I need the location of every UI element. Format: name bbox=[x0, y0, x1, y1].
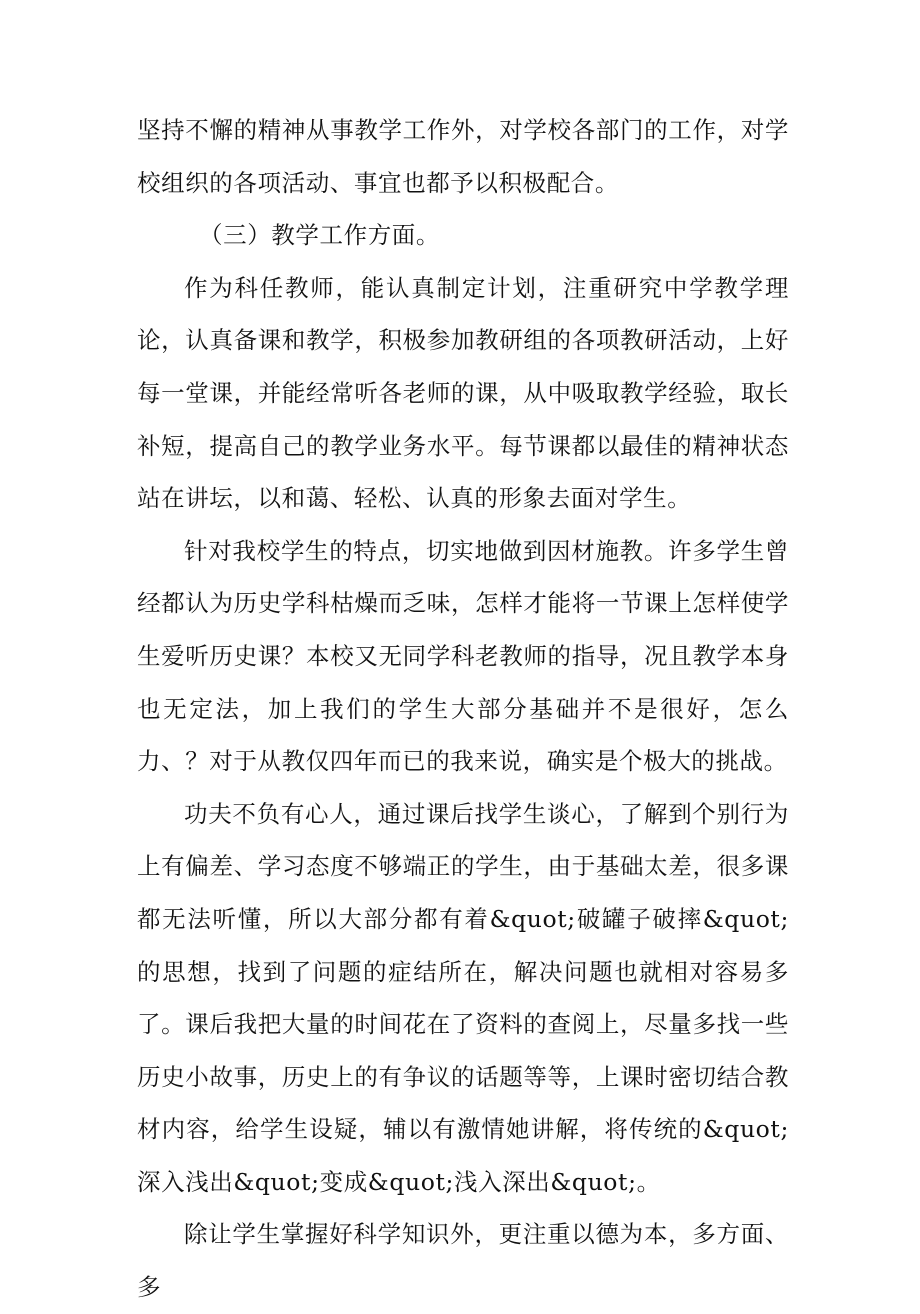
paragraph-hard-work: 功夫不负有心人，通过课后找学生谈心，了解到个别行为上有偏差、学习态度不够端正的学生，由于基础太差，很多课都无法听懂，所以大部分都有着&quot;破罐子破摔&quot;的思想，找到了问题的症结所在，解决问题也就相对容易多了。课后我把大量的时间花在了资料的查阅上，尽量多找一些历史小故事，历史上的有争议的话题等等，上课时密切结合教材内容，给学生设疑，辅以有激情她讲解，将传统的&quot;深入浅出&quot;变成&quot;浅入深出&quot;。 bbox=[137, 799, 789, 1196]
paragraph-continuation: 坚持不懈的精神从事教学工作外，对学校各部门的工作，对学校组织的各项活动、事宜也都予以积极配合。 bbox=[137, 116, 789, 197]
paragraph-moral-education: 除让学生掌握好科学知识外，更注重以德为本，多方面、多 bbox=[137, 1220, 789, 1302]
section-heading: （三）教学工作方面。 bbox=[199, 221, 440, 250]
paragraph-teaching-plan: 作为科任教师，能认真制定计划，注重研究中学教学理论，认真备课和教学，积极参加教研组的各项教研活动，上好每一堂课，并能经常听各老师的课，从中吸取教学经验，取长补短，提高自己的教学业务水平。每节课都以最佳的精神状态站在讲坛，以和蔼、轻松、认真的形象去面对学生。 bbox=[137, 273, 789, 513]
paragraph-student-features: 针对我校学生的特点，切实地做到因材施教。许多学生曾经都认为历史学科枯燥而乏味，怎样才能将一节课上怎样使学生爱听历史课？本校又无同学科老教师的指导，况且教学本身也无定法，加上我们的学生大部分基础并不是很好，怎么力、？对于从教仅四年而已的我来说，确实是个极大的挑战。 bbox=[137, 536, 789, 776]
document-body bbox=[137, 104, 789, 1314]
